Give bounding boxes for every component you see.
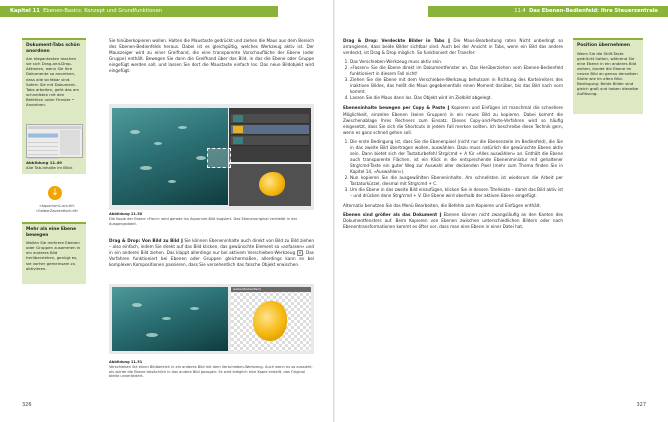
- figure-label: Abbildung 11.50: [109, 212, 143, 216]
- left-page: [0, 0, 333, 422]
- step-item: 2. »Fassen« Sie die Ebene direkt im Dokumentfenster an. Das Herüberziehen vom Ebenen-Bedienfeld funktioniert in diesem Fall nicht!: [350, 65, 563, 77]
- figure-label: Abbildung 11.49: [26, 160, 63, 165]
- figure-label: Abbildung 11.51: [109, 360, 143, 364]
- section-heading: Ebeneninhalte bewegen per Copy & Paste ‖: [343, 105, 450, 111]
- layer-thumbnail: [233, 115, 243, 122]
- sidebar-position-box: [573, 38, 643, 114]
- left-chapter-title: Ebenen-Basics: Konzept und Grundfunktionen: [43, 8, 163, 14]
- fish-shape: [140, 166, 152, 170]
- right-running-header: [428, 6, 668, 17]
- layer-row[interactable]: [231, 114, 309, 124]
- aquarium-image: [112, 287, 228, 351]
- dnd-tabs-paragraph: [343, 38, 563, 56]
- sidebar-tabs-box: [22, 38, 86, 174]
- dnd-tabs-steps: [343, 59, 563, 101]
- mini-tabbar: [28, 126, 81, 129]
- transparent-canvas: [231, 287, 311, 351]
- left-intro-text: Sie hinüberkopieren wollen. Halten die Maustaste gedrückt und ziehen die Maus aus dem Bereich des Ebenen-Bedienfelds heraus. Dabei ist es gleichgültig, welches Werkzeug aktiv ist. Der Mauszeiger wird zu einer Greifhand, die eine transparente Vorschaufläche der Ebene (oder Gruppe) enthält. Bewegen Sie dann die Greifhand über das Bild, in das die Ebene oder Gruppe eingefügt werden soll, und lassen Sie dort die Maustaste einfach los. Das neue Bildobjekt wird eingefügt.: [109, 38, 314, 74]
- right-chapter-label: 11.4: [514, 8, 526, 14]
- sidebar-tabs-title: Dokument-Tabs schön anordnen: [26, 43, 80, 54]
- section-heading: Ebenen sind größer als das Dokument ‖: [343, 212, 442, 218]
- step-item: 1. Das Verschieben-Werkzeug muss aktiv sein.: [350, 59, 563, 65]
- figure-text: Alle Tab-Inhalte im Blick: [26, 165, 73, 171]
- layer-thumbnail: [233, 137, 243, 144]
- download-file-2: »GelberZackenfisch.tif«: [35, 208, 79, 213]
- key-hint: V: [298, 251, 302, 256]
- mini-preview-grid: [60, 130, 80, 155]
- step-item: 3. Ziehen Sie die Ebene mit dem Verschieben-Werkzeug behutsam in Richtung des Karteireiters des inaktiven Bildes, das heißt die Maus gegebenenfalls einen Moment darüber, bis das Bild nach vorn kommt.: [350, 77, 563, 95]
- figure-text: Die Kopie der Ebene »Fisch« wird gerade ins Aquarium-Bild bugsiert. Das Ebenenoriginal verbleibt in der Ausgangsdatei.: [109, 216, 298, 226]
- same-size-paragraph: [343, 212, 563, 230]
- figure-text: Verschieben Sie einen Bildbereich in ein anderes Bild mit dem Verschieben-Werkzeug. Auch wenn es so aussieht, als würde die Ebene tatsächlich in das andere Bild gezogen: Es wird lediglich eine Kopie erstellt, das Original bleibt unverändert.: [109, 364, 313, 379]
- figure-11-51-screenshot: [109, 284, 314, 354]
- fish-shape: [162, 317, 171, 320]
- fish-shape: [196, 156, 206, 160]
- step-item: 4. Lassen Sie die Maus dann los. Das Objekt wird im Zielbild abgelegt.: [350, 95, 563, 101]
- layer-row[interactable]: [231, 136, 309, 146]
- document-tab[interactable]: GelberZackenfisch: [231, 287, 311, 292]
- layer-thumbnail: [233, 126, 243, 133]
- fish-document-window: [229, 164, 311, 206]
- download-icon: ↓: [48, 186, 62, 200]
- right-page: [335, 0, 668, 422]
- fish-shape: [132, 303, 142, 307]
- layer-row[interactable]: [231, 125, 309, 135]
- download-file-1: »Aquarium1.om.tif«: [39, 204, 75, 208]
- fish-shape: [168, 180, 176, 183]
- sidebar-tabs-text: Am elegantesten machen sie sich Drag-and-Drop-Aktionen, wenn Sie Ihre Dokumente so anordnen, dass alle sichtbar sind. Sofern Sie mit Dokument-Tabs arbeiten, geht das am schnellsten mit den Befehlen unter Fenster • Anordnen.: [26, 56, 80, 108]
- sidebar-position-text: Wenn Sie die Shift-Taste gedrückt halten, während Sie eine Ebene in ein anderes Bild ziehen, landet die Ebene im neuen Bild an genau derselben Stelle wie im alten Bild. Bedingung: Beide Bilder sind gleich groß und haben dieselbe Auflösung.: [577, 50, 639, 97]
- step-item: 3. Um die Ebene in das zweite Bild einzufügen, klicken Sie in dessen Titelleiste – damit das Bild aktiv ist – und drücken dann Strg/cmd + V. Die Ebene wird oberhalb der aktiven Ebene eingefügt.: [350, 187, 563, 199]
- figure-11-50-screenshot: [109, 104, 314, 210]
- right-main-text: [343, 38, 563, 233]
- sidebar-multi-box: [22, 222, 86, 284]
- download-file-names: [22, 204, 92, 214]
- section-text: Die Maus-Bearbeitung raten Nicht unbedingt so arrangieren, dass beide Bilder sichtbar sind. Auch bei der Ansicht in Tabs, wenn ein Bild das andere verdeckt, ist Drag & Drop möglich. So funktioniert der Transfer:: [343, 38, 563, 56]
- section-heading: Drag & Drop: Verdeckte Bilder in Tabs ‖: [343, 38, 451, 43]
- mini-menu-list: [28, 130, 58, 159]
- section-text-2: Das Verfahren funktioniert bei Ebenen oder Gruppen gleichermaßen, allerdings kann es bei komplexen Kompositionen passieren, dass Sie versehentlich das falsche Objekt erwischen.: [109, 250, 314, 268]
- yellow-fish-image: [253, 301, 287, 341]
- copy-paste-paragraph: [343, 105, 563, 135]
- fish-shape: [190, 307, 199, 310]
- sidebar-position-title: Position übernehmen: [577, 43, 630, 48]
- copy-paste-after: Alternativ benutzen Sie das Menü Bearbeiten, die Befehle zum Kopieren und Einfügen enthält.: [343, 203, 541, 209]
- sidebar-tabs-figure-caption: [26, 160, 72, 170]
- right-chapter-title: Das Ebenen-Bedienfeld: Ihre Steuerzentrale: [529, 8, 658, 14]
- fish-shape: [178, 126, 187, 129]
- copy-paste-steps: [343, 139, 563, 199]
- mini-menu-item: [28, 155, 58, 159]
- figure-11-50-caption: [109, 212, 314, 226]
- fish-shape: [154, 142, 162, 145]
- section-text: Kopieren und Einfügen ist manchmal die schnellere Möglichkeit, einzelne Ebenen (keine Gruppen) in ein neues Bild zu kopieren. Dabei kommt die Zwischenablage Ihres Rechners zum Einsatz. Dieses Copy-and-Paste-Verfahren wird so häufig eingesetzt, dass Sie sich die Shortcuts in jedem Fall merken sollten. Ich beschreibe diese Technik gern, wenn es ganz schnell gehen soll.: [343, 105, 563, 135]
- left-dnd-bild-section: Drag & Drop: Von Bild zu Bild ‖ Sie können Ebeneninhalte auch direkt von Bild zu Bild ziehen – also einfach, indem Sie direkt auf das Bild klicken, das gewünschte Element so »anfassen« und in ein anderes Bild ziehen. Das klappt allerdings nur bei aktivem Verschieben-Werkzeug V . Das Verfahren funktioniert bei Ebenen oder Gruppen gleichermaßen, allerdings kann es bei komplexen Kompositionen passieren, dass Sie versehentlich das falsche Objekt erwischen.: [109, 238, 314, 268]
- fish-shape: [130, 130, 140, 134]
- section-text: Sie können Ebeneninhalte auch direkt von Bild zu Bild ziehen – also einfach, indem Sie direkt auf das Bild klicken, das gewünschte Element so »anfassen« und in ein anderes Bild ziehen. Das klappt allerdings nur bei aktivem Verschieben-Werkzeug: [109, 238, 314, 256]
- layers-panel: [229, 108, 311, 162]
- tab-arrange-screenshot: [26, 124, 83, 158]
- right-page-number: 327: [636, 402, 646, 408]
- yellow-fish-image: [259, 172, 285, 196]
- figure-11-51-caption: [109, 360, 314, 379]
- left-chapter-label: Kapitel 11: [10, 8, 40, 14]
- section-text: Ebenen können nicht zwangsläufig an den Kanten des Dokumentfensters auf. Beim Kopieren von Ebenen zwischen unterschiedlichen Bildern oder nach Ebenentransformationen kommt es öfter vor, dass man eine Ebene in einer Datei hat,: [343, 212, 563, 230]
- fish-shape: [146, 333, 158, 337]
- sidebar-multi-text: Wollen Sie mehrere Ebenen oder Gruppen zusammen in ein anderes Bild herüberziehen, genügt es, sie vorher gemeinsam zu aktivieren.: [26, 240, 81, 271]
- left-page-number: 326: [22, 402, 32, 408]
- drag-preview: [207, 148, 231, 168]
- left-running-header: [0, 6, 278, 17]
- section-heading: Drag & Drop: Von Bild zu Bild ‖: [109, 238, 183, 243]
- step-item: 1. Die erste Bedingung ist, dass Sie die Ebenenpixel (nicht nur die Ebenenzeile im Bedienfeld), die Sie in das zweite Bild übertragen wollen, auswählen. Dazu muss natürlich die gewünschte Ebene aktiv sein. Dann bietet sich der Tastaturbefehl Strg/cmd + A für »Alles auswählen« an. Enthält die Ebene auch transparente Flächen, ist ein Klick in die entsprechende Ebenenminiatur mit gehaltener Strg/cmd-Taste ein guter Weg zur Auswahl aller deckenden Pixel (mehr zum Thema finden Sie in Kapitel 14, »Auswahlen«).: [350, 139, 563, 175]
- step-item: 2. Nun kopieren Sie die ausgewählten Ebeneninhalte. Am schnellsten ist wiederum die Arbeit per Tastaturkürzel, diesmal mit Strg/cmd + C.: [350, 175, 563, 187]
- sidebar-multi-title: Mehr als eine Ebene bewegen: [26, 227, 77, 238]
